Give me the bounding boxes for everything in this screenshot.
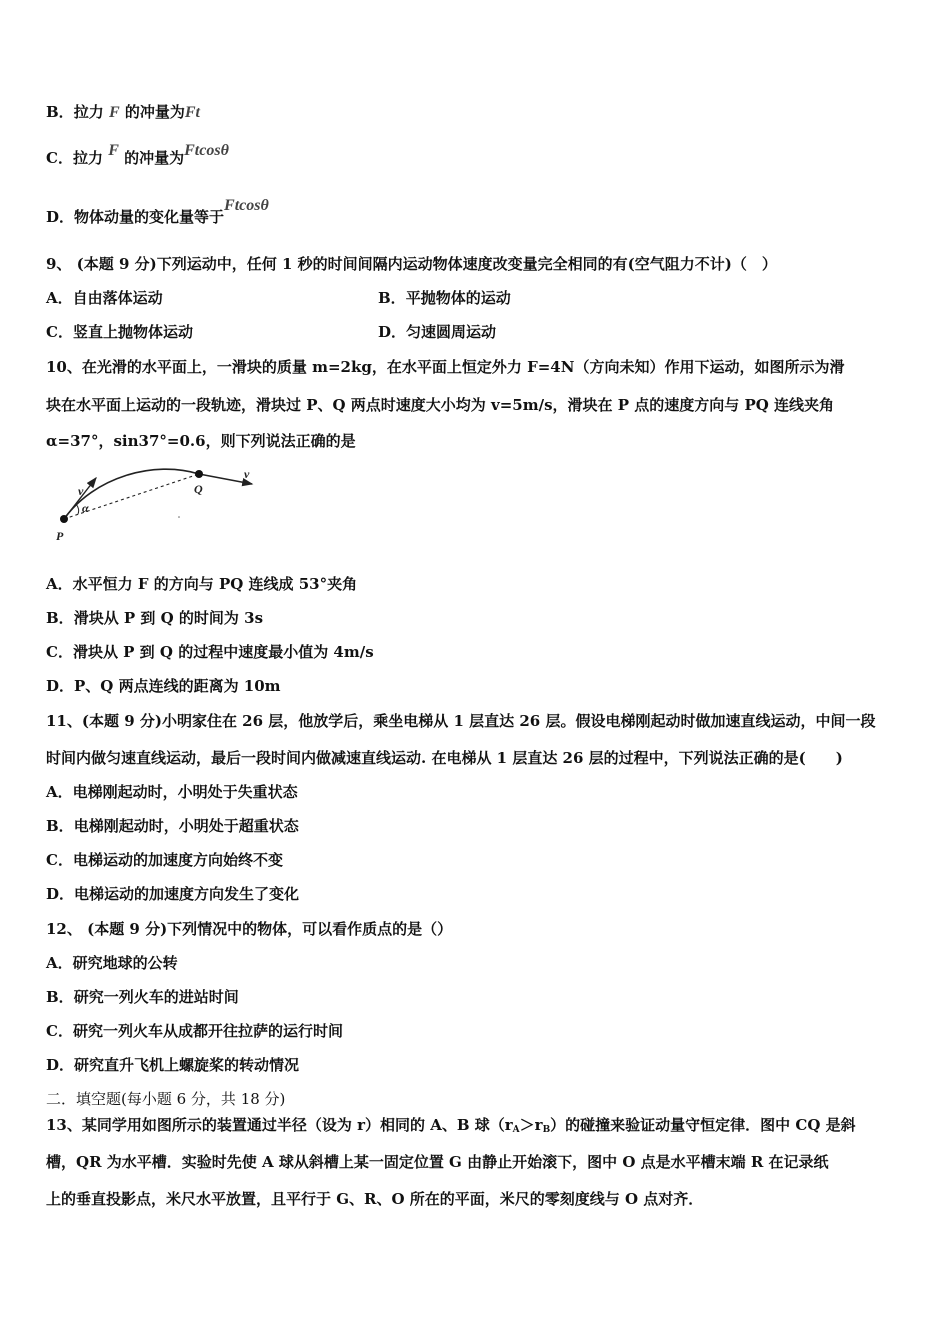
q9-option-d: D．匀速圆周运动 bbox=[378, 323, 497, 341]
q9-option-a: A．自由落体运动 bbox=[46, 289, 163, 307]
q10-stem-line1: 10、在光滑的水平面上，一滑块的质量 m=2kg，在水平面上恒定外力 F=4N（方向未知）作用下运动，如图所示为滑 bbox=[46, 358, 845, 376]
q9-options-row1 bbox=[46, 288, 906, 308]
q10-stem-line2: 块在水平面上运动的一段轨迹，滑块过 P、Q 两点时速度大小均为 v=5m/s，滑块在 P 点的速度方向与 PQ 连线夹角 bbox=[46, 396, 835, 414]
q12-option-a: A．研究地球的公转 bbox=[46, 954, 178, 972]
q9-options-row2 bbox=[46, 322, 906, 342]
q10-option-c: C．滑块从 P 到 Q 的过程中速度最小值为 4m/s bbox=[46, 643, 374, 661]
point-p bbox=[60, 515, 68, 523]
q8-option-b: B．拉力 F 的冲量为Ft bbox=[46, 103, 200, 121]
q13-line1: 13、某同学用如图所示的装置通过半径（设为 r）相同的 A、B 球$(r_A>r_B)$的碰撞来验证动量守恒定律．图中 CQ 是斜 bbox=[46, 1116, 856, 1135]
q8-option-c: C．拉力 F 的冲量为Ftcosθ bbox=[46, 142, 229, 167]
q10-stem-line3: α=37°，sin37°=0.6，则下列说法正确的是 bbox=[46, 432, 356, 450]
q9-option-b: B．平抛物体的运动 bbox=[378, 289, 511, 307]
q8-d-expression: Ftcosθ bbox=[224, 197, 269, 214]
q13-line2: 槽，QR 为水平槽．实验时先使 A 球从斜槽上某一固定位置 G 由静止开始滚下，图中 O 点是水平槽末端 R 在记录纸 bbox=[46, 1153, 829, 1171]
q9-option-c: C．竖直上抛物体运动 bbox=[46, 323, 193, 341]
q12-option-d: D．研究直升飞机上螺旋桨的转动情况 bbox=[46, 1056, 300, 1074]
q8-c-symbol: F bbox=[108, 142, 119, 159]
q10-option-a: A．水平恒力 F 的方向与 PQ 连线成 53°夹角 bbox=[46, 575, 358, 593]
q9-stem: 9、 (本题 9 分)下列运动中，任何 1 秒的时间间隔内运动物体速度改变量完全相同的有(空气阻力不计)（ ） bbox=[46, 255, 777, 273]
q11-stem-line2: 时间内做匀速直线运动，最后一段时间内做减速直线运动. 在电梯从 1 层直达 26 层的过程中，下列说法正确的是( ) bbox=[46, 749, 843, 767]
label-alpha: α bbox=[82, 501, 89, 515]
label-p: P bbox=[56, 529, 64, 543]
q10-option-b: B．滑块从 P 到 Q 的时间为 3s bbox=[46, 609, 264, 627]
q11-option-c: C．电梯运动的加速度方向始终不变 bbox=[46, 851, 283, 869]
q8-option-d: D．物体动量的变化量等于Ftcosθ bbox=[46, 197, 269, 226]
q11-option-d: D．电梯运动的加速度方向发生了变化 bbox=[46, 885, 300, 903]
q12-stem: 12、 (本题 9 分)下列情况中的物体，可以看作质点的是（） bbox=[46, 920, 453, 938]
q8-c-expression: Ftcosθ bbox=[184, 142, 229, 159]
q8-b-symbol: F bbox=[108, 104, 120, 121]
label-v-p: v bbox=[78, 484, 84, 498]
q8-b-expression: Ft bbox=[184, 104, 200, 121]
q11-option-a: A．电梯刚起动时，小明处于失重状态 bbox=[46, 783, 298, 801]
q10-trajectory-figure bbox=[54, 462, 264, 544]
point-q bbox=[195, 470, 203, 478]
q10-option-d: D．P、Q 两点连线的距离为 10m bbox=[46, 677, 281, 695]
label-v-q: v bbox=[244, 467, 250, 481]
q13-line3: 上的垂直投影点，米尺水平放置，且平行于 G、R、O 所在的平面，米尺的零刻度线与 O 点对齐． bbox=[46, 1190, 704, 1208]
q11-option-b: B．电梯刚起动时，小明处于超重状态 bbox=[46, 817, 299, 835]
q12-option-c: C．研究一列火车从成都开往拉萨的运行时间 bbox=[46, 1022, 343, 1040]
q12-option-b: B．研究一列火车的进站时间 bbox=[46, 988, 239, 1006]
label-q: Q bbox=[194, 482, 203, 496]
section-heading-fill-in: 二．填空题(每小题 6 分，共 18 分) bbox=[46, 1090, 286, 1108]
q11-stem-line1: 11、(本题 9 分)小明家住在 26 层，他放学后，乘坐电梯从 1 层直达 26 层。假设电梯刚起动时做加速直线运动，中间一段 bbox=[46, 712, 876, 730]
